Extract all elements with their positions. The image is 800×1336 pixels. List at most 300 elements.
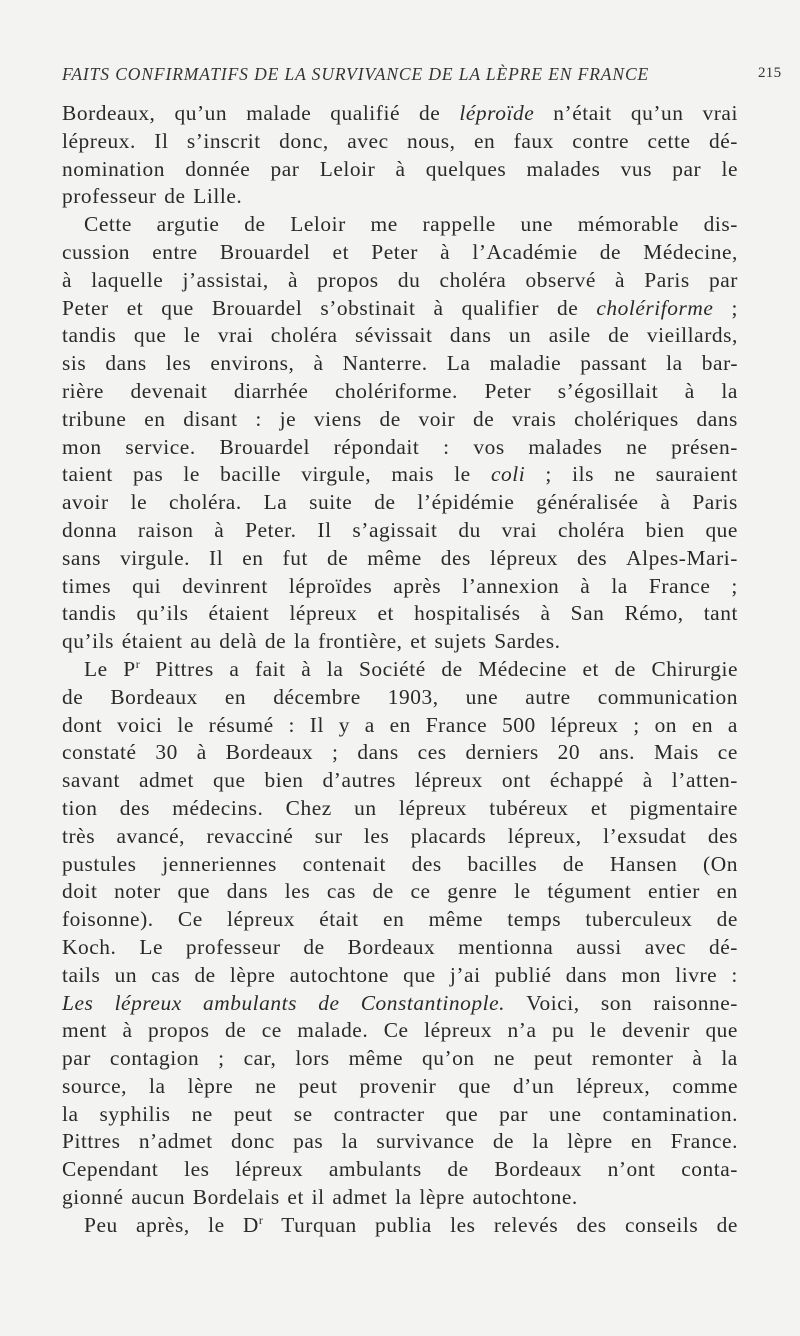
text-line xyxy=(62,1212,738,1240)
word: Chez xyxy=(285,795,332,820)
word: et xyxy=(287,1185,304,1210)
word: tion xyxy=(62,795,98,820)
word: il xyxy=(311,1185,325,1210)
word: en xyxy=(242,545,264,570)
running-title: FAITS CONFIRMATIFS DE LA SURVIVANCE DE LA LÈPRE EN FRANCE xyxy=(62,64,650,84)
word: de xyxy=(224,1018,247,1043)
word: dé- xyxy=(708,128,738,153)
word: publié xyxy=(494,962,552,987)
body-text xyxy=(62,100,738,1240)
word: Alpes-Mari- xyxy=(626,545,738,570)
word: Il xyxy=(309,712,324,737)
word: doit xyxy=(62,879,98,904)
word: contamination. xyxy=(602,1101,738,1126)
word: peut xyxy=(298,1073,338,1098)
word: de xyxy=(372,879,394,904)
word: par xyxy=(499,1101,529,1126)
word: laquelle xyxy=(91,267,164,292)
text-line xyxy=(62,378,738,406)
word: à xyxy=(395,156,406,181)
word: argutie xyxy=(156,212,220,237)
word: voici xyxy=(117,712,163,737)
word: 30 xyxy=(155,740,178,765)
word: faux xyxy=(513,128,554,153)
word: j’assistai, xyxy=(182,267,269,292)
word: la xyxy=(611,573,628,598)
word: gionné xyxy=(62,1185,124,1210)
word: au xyxy=(190,629,212,654)
word: de xyxy=(557,295,579,320)
word: j’ai xyxy=(449,962,481,987)
word: résumé xyxy=(208,712,274,737)
word: contre xyxy=(572,128,630,153)
word: le xyxy=(183,462,200,487)
word: a xyxy=(727,712,738,737)
word: un xyxy=(508,323,532,348)
word: à xyxy=(684,378,695,403)
word: l’épidémie xyxy=(417,490,515,515)
word: de xyxy=(716,1212,738,1237)
word: lèpre xyxy=(567,1129,613,1154)
word: : xyxy=(255,406,262,431)
word: Paris xyxy=(692,490,738,515)
word: viens xyxy=(313,406,362,431)
word: une xyxy=(520,212,554,237)
word: cette xyxy=(647,128,691,153)
word: admet xyxy=(138,768,194,793)
word: cussion xyxy=(62,239,131,264)
word: avec xyxy=(644,934,687,959)
word: lépreux, xyxy=(507,823,582,848)
word: genre xyxy=(447,879,498,904)
word: Peter xyxy=(62,295,109,320)
word: Ce xyxy=(177,907,203,932)
word: je xyxy=(279,406,297,431)
word: avancé, xyxy=(116,823,186,848)
word: dans xyxy=(357,740,399,765)
word: voir xyxy=(418,406,456,431)
word: malade. xyxy=(297,1018,369,1043)
text-line xyxy=(62,906,738,934)
word: $D^r$ xyxy=(242,1212,263,1237)
word: de xyxy=(379,406,401,431)
text-line xyxy=(62,517,738,545)
word: dans xyxy=(449,323,492,348)
word: très xyxy=(62,823,96,848)
word: après xyxy=(393,573,442,598)
text-line xyxy=(62,739,738,767)
word: La xyxy=(446,351,471,376)
word: l’exsudat xyxy=(603,823,687,848)
word: professeur xyxy=(185,934,281,959)
word: s’obstinait xyxy=(320,295,416,320)
word: à xyxy=(301,656,312,681)
word: observé xyxy=(525,267,596,292)
word: n’était xyxy=(553,101,612,125)
word: de xyxy=(244,212,266,237)
word: aussi xyxy=(576,934,622,959)
text-line xyxy=(62,239,738,267)
word: après, xyxy=(136,1212,190,1237)
text-line xyxy=(62,211,738,239)
word: ne xyxy=(191,1101,213,1126)
word: mon xyxy=(62,434,102,459)
word: la xyxy=(721,1046,738,1071)
word: qu’on xyxy=(421,1046,475,1071)
word: vos xyxy=(473,434,505,459)
word: pas xyxy=(133,462,164,487)
word: aucun xyxy=(131,1185,186,1210)
word: hospitalisés xyxy=(414,601,521,626)
word: étaient xyxy=(208,601,270,626)
word: peut xyxy=(233,1101,273,1126)
word: de xyxy=(164,184,186,209)
word: lépreux xyxy=(289,601,358,626)
word: ne xyxy=(626,434,648,459)
word: un xyxy=(114,962,138,987)
text-line xyxy=(62,600,738,628)
word: se xyxy=(293,1101,313,1126)
text-line xyxy=(62,962,738,990)
word: que xyxy=(705,1018,738,1043)
word: léproïdes xyxy=(288,573,373,598)
word: l’atten- xyxy=(671,768,738,793)
word: ce xyxy=(717,740,738,765)
text-line xyxy=(62,712,738,740)
word: de xyxy=(447,1157,469,1182)
word: donc xyxy=(231,1129,275,1154)
word: à xyxy=(540,601,551,626)
word: et xyxy=(377,601,395,626)
word: que xyxy=(458,1073,491,1098)
word: en xyxy=(716,879,738,904)
word: Cependant xyxy=(62,1157,159,1182)
word: lèpre xyxy=(229,962,276,987)
word: choléra xyxy=(557,517,625,542)
word: en xyxy=(224,684,247,709)
word: suite xyxy=(309,490,353,515)
word: communication xyxy=(597,684,738,709)
word: Bordeaux xyxy=(494,1157,582,1182)
word: sis xyxy=(62,351,87,376)
word: mémorable xyxy=(577,212,679,237)
word: Brouardel xyxy=(219,434,310,459)
word: pu xyxy=(551,1018,575,1043)
word: bacille xyxy=(220,462,282,487)
word: Bordelais xyxy=(192,1185,280,1210)
word: virgule. xyxy=(120,545,191,570)
word: a xyxy=(229,656,240,681)
word: Voici, xyxy=(526,990,580,1015)
word: et xyxy=(582,656,600,681)
word: devenir xyxy=(621,1018,690,1043)
word: remonter xyxy=(591,1046,674,1071)
page-number: 215 xyxy=(758,65,782,81)
word: ; xyxy=(218,1046,225,1071)
word: tuberculeux xyxy=(585,907,693,932)
word: qu’un xyxy=(630,101,684,125)
word: une xyxy=(465,684,499,709)
word: devenait xyxy=(130,378,208,403)
word: sévissait xyxy=(355,323,433,348)
word: le xyxy=(177,712,194,737)
word: les xyxy=(184,1157,210,1182)
word: tégument xyxy=(547,879,632,904)
word: Rémo, xyxy=(624,601,684,626)
word: la xyxy=(666,351,683,376)
word: n’admet xyxy=(138,1129,213,1154)
word: la xyxy=(293,629,311,654)
word: décembre xyxy=(273,684,361,709)
word: de xyxy=(608,323,630,348)
word: provenir xyxy=(359,1073,437,1098)
word: fait xyxy=(254,656,286,681)
word: nomination xyxy=(62,156,165,181)
word: 500 xyxy=(501,712,536,737)
word: cholériforme xyxy=(596,295,714,320)
word: malades xyxy=(528,434,603,459)
text-line xyxy=(62,1156,738,1184)
text-line xyxy=(62,878,738,906)
word: s’agissait xyxy=(352,517,438,542)
text-line xyxy=(62,406,738,434)
text-line xyxy=(62,628,738,656)
word: le xyxy=(514,879,531,904)
word: comme xyxy=(672,1073,738,1098)
word: quelques xyxy=(425,156,507,181)
word: la xyxy=(326,656,344,681)
text-line xyxy=(62,1128,738,1156)
text-line xyxy=(62,489,738,517)
word: en xyxy=(691,712,714,737)
word: asile xyxy=(548,323,591,348)
word: une xyxy=(549,1101,582,1126)
text-line xyxy=(62,156,738,184)
word: jenneriennes xyxy=(162,851,277,876)
word: cholériforme. xyxy=(334,378,458,403)
word: taient xyxy=(62,462,113,487)
word: de xyxy=(326,545,349,570)
word: était xyxy=(319,907,359,932)
word: ils xyxy=(572,462,594,487)
word: ; xyxy=(731,573,738,598)
word: ment xyxy=(62,1018,107,1043)
word: de xyxy=(562,851,585,876)
word: 1903, xyxy=(387,684,439,709)
word: tribune xyxy=(62,406,127,431)
word: bien xyxy=(264,768,304,793)
word: San xyxy=(570,601,605,626)
word: léproïde xyxy=(459,101,535,125)
word: dans xyxy=(105,351,147,376)
word: vus xyxy=(620,156,653,181)
text-line xyxy=(62,295,738,323)
word: des xyxy=(411,851,442,876)
word: ne xyxy=(493,1046,515,1071)
word: ; xyxy=(332,740,339,765)
word: que xyxy=(177,879,211,904)
text-line xyxy=(62,1101,738,1129)
word: n’a xyxy=(507,1018,537,1043)
word: Ce xyxy=(383,1018,409,1043)
word: tant xyxy=(703,601,738,626)
word: de xyxy=(716,907,738,932)
word: Paris xyxy=(644,267,690,292)
word: de xyxy=(419,101,441,125)
word: des xyxy=(707,823,738,848)
word: publia xyxy=(375,1212,432,1237)
word: y xyxy=(338,712,350,737)
word: à xyxy=(62,267,73,292)
word: à xyxy=(313,351,324,376)
word: des xyxy=(576,545,608,570)
word: répondait xyxy=(333,434,420,459)
word: France. xyxy=(670,1129,738,1154)
word: Hansen xyxy=(609,851,678,876)
word: qu’ils xyxy=(62,629,115,654)
word: cas xyxy=(326,879,356,904)
word: Bordeaux, xyxy=(62,101,156,125)
word: Il xyxy=(154,128,169,153)
word: et xyxy=(590,795,608,820)
word: de xyxy=(441,656,463,681)
word: maladie xyxy=(489,351,562,376)
word: par xyxy=(672,156,702,181)
word: des xyxy=(119,795,150,820)
word: ce xyxy=(410,879,431,904)
word: peut xyxy=(533,1046,573,1071)
word: à xyxy=(214,517,225,542)
text-line xyxy=(62,656,738,684)
word: son xyxy=(600,990,633,1015)
word: conta- xyxy=(681,1157,738,1182)
word: vieillards, xyxy=(646,323,738,348)
word: les xyxy=(284,879,311,904)
word: et xyxy=(332,239,350,264)
text-line xyxy=(62,322,738,350)
word: ce xyxy=(261,1018,282,1043)
word: avec xyxy=(347,128,389,153)
word: avoir xyxy=(62,490,109,515)
word: tubéreux xyxy=(489,795,569,820)
word: le xyxy=(130,490,148,515)
word: les xyxy=(450,1212,476,1237)
word: Pittres xyxy=(62,1129,121,1154)
word: Leloir xyxy=(319,156,376,181)
text-line xyxy=(62,461,738,489)
word: de xyxy=(318,990,340,1015)
word: mon xyxy=(621,962,662,987)
word: choléra xyxy=(439,267,507,292)
word: admet xyxy=(332,1185,388,1210)
word: vrai xyxy=(217,323,254,348)
word: frontière, xyxy=(318,629,403,654)
word: Sardes. xyxy=(494,629,561,654)
word: autre xyxy=(525,684,571,709)
word: lèpre xyxy=(419,1185,465,1210)
word: même xyxy=(428,907,484,932)
word: delà xyxy=(219,629,258,654)
word: en xyxy=(383,907,405,932)
word: coli xyxy=(490,462,526,487)
word: mais xyxy=(391,462,434,487)
word: lépreux. xyxy=(62,128,136,153)
word: en xyxy=(631,1129,653,1154)
word: même xyxy=(367,545,422,570)
word: lépreux xyxy=(114,990,182,1015)
word: Médecine xyxy=(478,656,567,681)
word: qu’un xyxy=(174,101,228,125)
word: et xyxy=(410,629,427,654)
word: donc, xyxy=(279,128,329,153)
word: lépreux xyxy=(550,712,619,737)
word: dans xyxy=(565,962,608,987)
word: dont xyxy=(62,712,103,737)
text-line xyxy=(62,795,738,823)
word: un xyxy=(354,795,377,820)
word: a xyxy=(364,712,375,737)
word: foisonne). xyxy=(62,907,154,932)
word: Il xyxy=(317,517,332,542)
word: Peter xyxy=(371,239,418,264)
word: livre xyxy=(675,962,718,987)
text-line xyxy=(62,1017,738,1045)
word: lèpre xyxy=(187,1073,234,1098)
word: malade xyxy=(246,101,312,125)
word: Nanterre. xyxy=(342,351,428,376)
word: relevés xyxy=(493,1212,559,1237)
word: l’Académie xyxy=(472,239,578,264)
word: Le xyxy=(139,934,164,959)
word: derniers xyxy=(465,740,539,765)
word: entier xyxy=(647,879,700,904)
word: conseils xyxy=(624,1212,699,1237)
word: $P^r$ xyxy=(123,656,140,681)
word: le xyxy=(208,1212,225,1237)
word: environs, xyxy=(210,351,295,376)
word: que xyxy=(705,517,738,542)
word: bien xyxy=(645,517,685,542)
word: service. xyxy=(125,434,196,459)
word: que xyxy=(445,1101,479,1126)
word: en xyxy=(144,406,166,431)
text-line xyxy=(62,183,738,211)
text-line xyxy=(62,1184,738,1212)
text-line xyxy=(62,128,738,156)
word: la xyxy=(62,1101,79,1126)
text-line xyxy=(62,434,738,462)
word: passant xyxy=(580,351,648,376)
word: tandis xyxy=(62,323,117,348)
word: ambulants xyxy=(328,1157,422,1182)
word: France xyxy=(425,712,488,737)
word: times xyxy=(62,573,112,598)
word: ne xyxy=(255,1073,277,1098)
word: savant xyxy=(62,768,120,793)
word: lépreux xyxy=(398,795,467,820)
word: dis- xyxy=(703,212,738,237)
word: Bordeaux xyxy=(110,684,198,709)
word: d’autres xyxy=(322,768,396,793)
word: lépreux xyxy=(226,907,295,932)
text-line xyxy=(62,573,738,601)
word: que xyxy=(161,295,194,320)
text-line xyxy=(62,851,738,879)
word: s’égosillait xyxy=(557,378,659,403)
word: sauraient xyxy=(655,462,738,487)
word: disant xyxy=(183,406,238,431)
word: par xyxy=(62,1046,91,1071)
